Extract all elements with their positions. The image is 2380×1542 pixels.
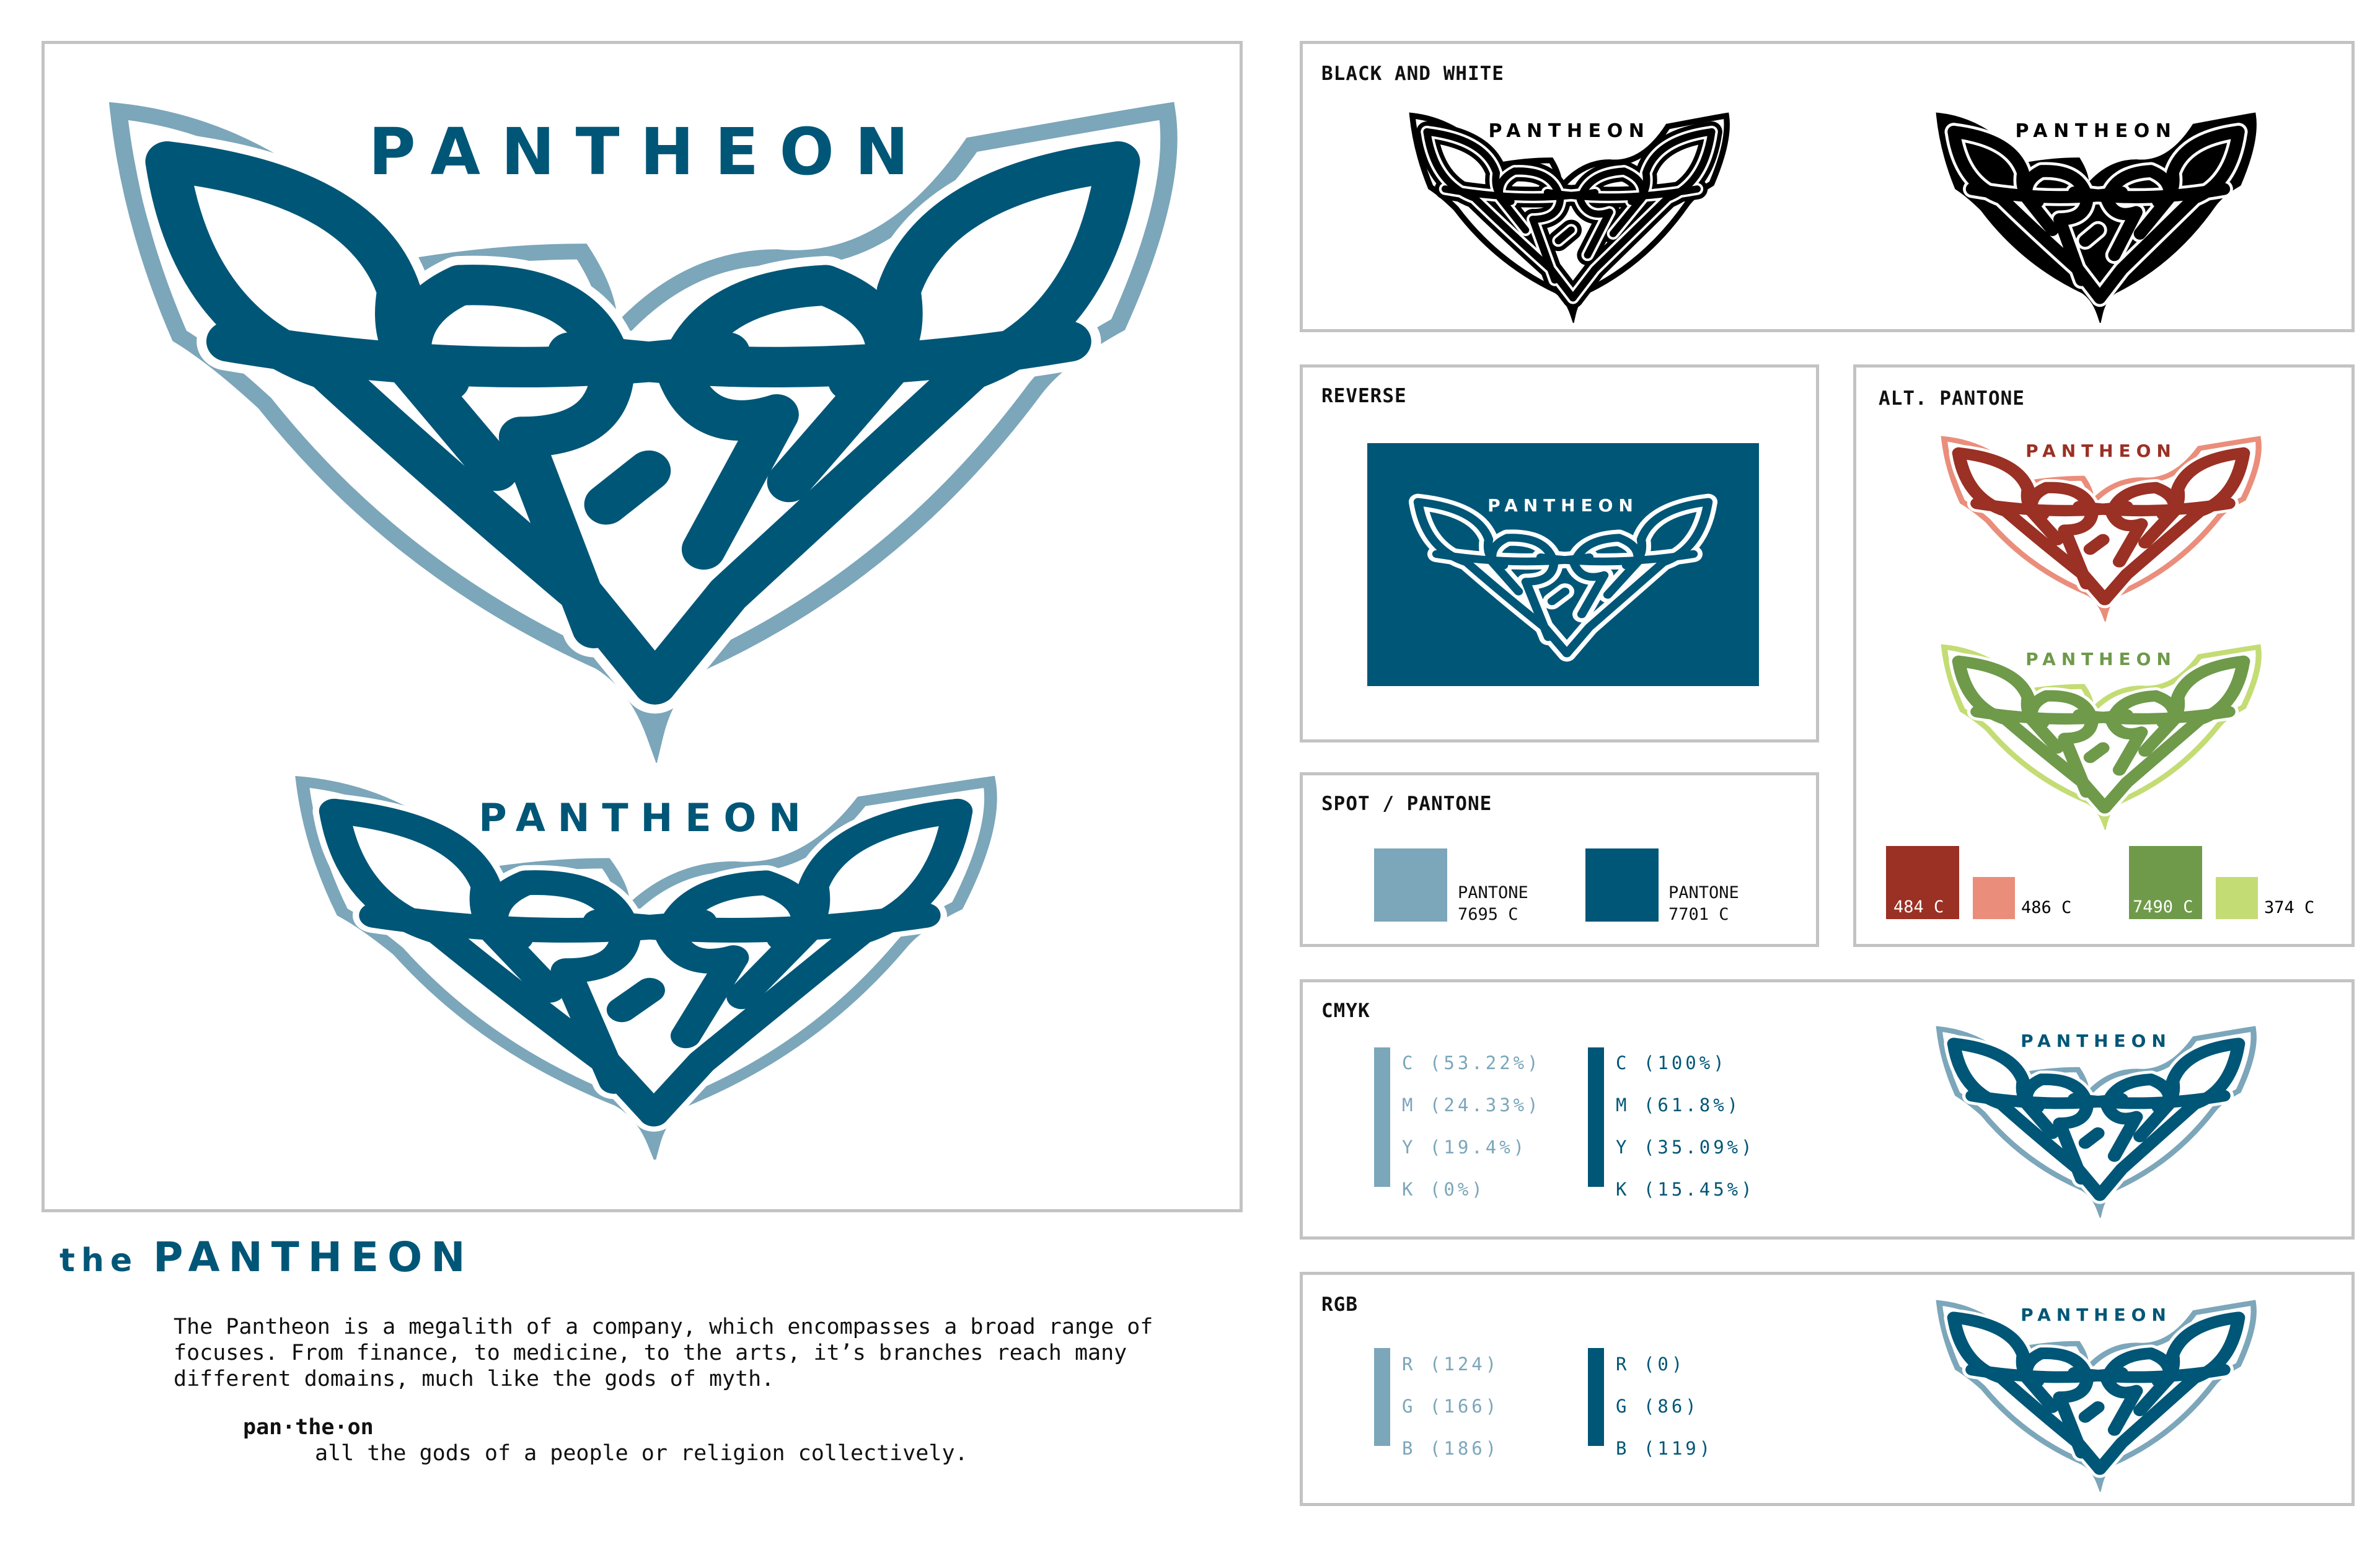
wordmark-reverse: PANTHEON — [1488, 495, 1639, 516]
cmyk-logo — [1932, 1026, 2260, 1218]
swatch-label: 7490 C — [2133, 897, 2193, 917]
wordmark-green: PANTHEON — [2025, 649, 2177, 669]
wordmark-bw-solid: PANTHEON — [2015, 120, 2177, 142]
swatch-label-486c: 486 C — [2021, 898, 2072, 917]
rgb-dark-values — [1616, 1343, 1713, 1469]
primary-logo-panel — [42, 41, 1243, 1212]
panel-title: ALT. PANTONE — [1879, 387, 2025, 410]
reverse-background — [1367, 443, 1759, 686]
swatch-486c — [1973, 877, 2015, 919]
panel-title: CMYK — [1321, 1000, 1370, 1022]
cmyk-m: M (61.8%) — [1616, 1095, 1742, 1116]
swatch-7695c — [1374, 848, 1447, 922]
cmyk-k: K (15.45%) — [1616, 1179, 1755, 1200]
wordmark-large: PANTHEON — [368, 114, 930, 190]
cmyk-dark-values — [1616, 1042, 1755, 1210]
swatch-label-7701c — [1668, 882, 1739, 925]
panel-title: RGB — [1321, 1293, 1358, 1316]
brand-heading — [60, 1233, 474, 1283]
reverse-logo — [1396, 484, 1730, 676]
swatch-line1: PANTONE — [1668, 883, 1739, 902]
swatch-line2: 7701 C — [1668, 905, 1729, 924]
swatch-484c — [1886, 846, 1959, 919]
wordmark-rgb: PANTHEON — [2021, 1305, 2172, 1325]
wordmark-cmyk: PANTHEON — [2021, 1031, 2172, 1051]
cmyk-y: Y (19.4%) — [1402, 1137, 1528, 1158]
swatch-line1: PANTONE — [1458, 883, 1528, 902]
cmyk-y: Y (35.09%) — [1616, 1137, 1755, 1158]
primary-logo-large — [94, 100, 1191, 763]
swatch-label-374c: 374 C — [2264, 898, 2315, 917]
swatch-label: 484 C — [1893, 897, 1944, 917]
rgb-light-values — [1402, 1343, 1499, 1469]
wordmark-bw-outline: PANTHEON — [1488, 120, 1651, 142]
swatch-374c — [2216, 877, 2258, 919]
rgb-g: G (166) — [1402, 1396, 1500, 1417]
rgb-r: R (124) — [1402, 1354, 1500, 1375]
rgb-b: B (186) — [1402, 1438, 1500, 1459]
cmyk-m: M (24.33%) — [1402, 1095, 1541, 1116]
cmyk-light-values — [1402, 1042, 1541, 1210]
reverse-panel — [1300, 364, 1819, 742]
bw-solid-logo — [1932, 112, 2260, 323]
alt-green-logo — [1937, 644, 2265, 830]
definition-term: pan·the·on — [243, 1415, 374, 1440]
swatch-7701c — [1585, 848, 1659, 922]
cmyk-dark-bar — [1588, 1047, 1604, 1187]
swatch-7490c — [2129, 846, 2202, 919]
panel-title: SPOT / PANTONE — [1321, 793, 1492, 815]
rgb-g: G (86) — [1616, 1396, 1699, 1417]
rgb-b: B (119) — [1616, 1438, 1714, 1459]
heading-prefix: the — [60, 1242, 139, 1279]
alt-pantone-panel — [1853, 364, 2355, 947]
brand-description: The Pantheon is a megalith of a company, which encompasses a broad range of focuses. From finance, to medicine, to the arts, it’s branches reach many different domains, much like the gods of myth. — [174, 1315, 1153, 1391]
cmyk-k: K (0%) — [1402, 1179, 1486, 1200]
spot-pantone-panel — [1300, 772, 1819, 947]
black-white-panel — [1300, 41, 2355, 332]
rgb-light-bar — [1374, 1348, 1390, 1446]
panel-title: REVERSE — [1321, 385, 1407, 407]
heading-name: PANTHEON — [153, 1233, 474, 1281]
rgb-r: R (0) — [1616, 1354, 1686, 1375]
panel-title: BLACK AND WHITE — [1321, 63, 1504, 85]
cmyk-panel — [1300, 979, 2355, 1240]
wordmark-red: PANTHEON — [2025, 441, 2177, 461]
rgb-dark-bar — [1588, 1348, 1604, 1446]
cmyk-c: C (53.22%) — [1402, 1052, 1541, 1073]
alt-red-logo — [1937, 436, 2265, 622]
wordmark-small: PANTHEON — [478, 795, 813, 840]
swatch-label-7695c — [1458, 882, 1528, 925]
rgb-logo — [1932, 1300, 2260, 1492]
definition-text: all the gods of a people or religion collectively. — [315, 1441, 968, 1466]
cmyk-c: C (100%) — [1616, 1052, 1727, 1073]
primary-logo-small — [286, 775, 1005, 1160]
swatch-line2: 7695 C — [1458, 905, 1518, 924]
rgb-panel — [1300, 1272, 2355, 1506]
cmyk-light-bar — [1374, 1047, 1390, 1187]
bw-outline-logo — [1405, 112, 1734, 323]
